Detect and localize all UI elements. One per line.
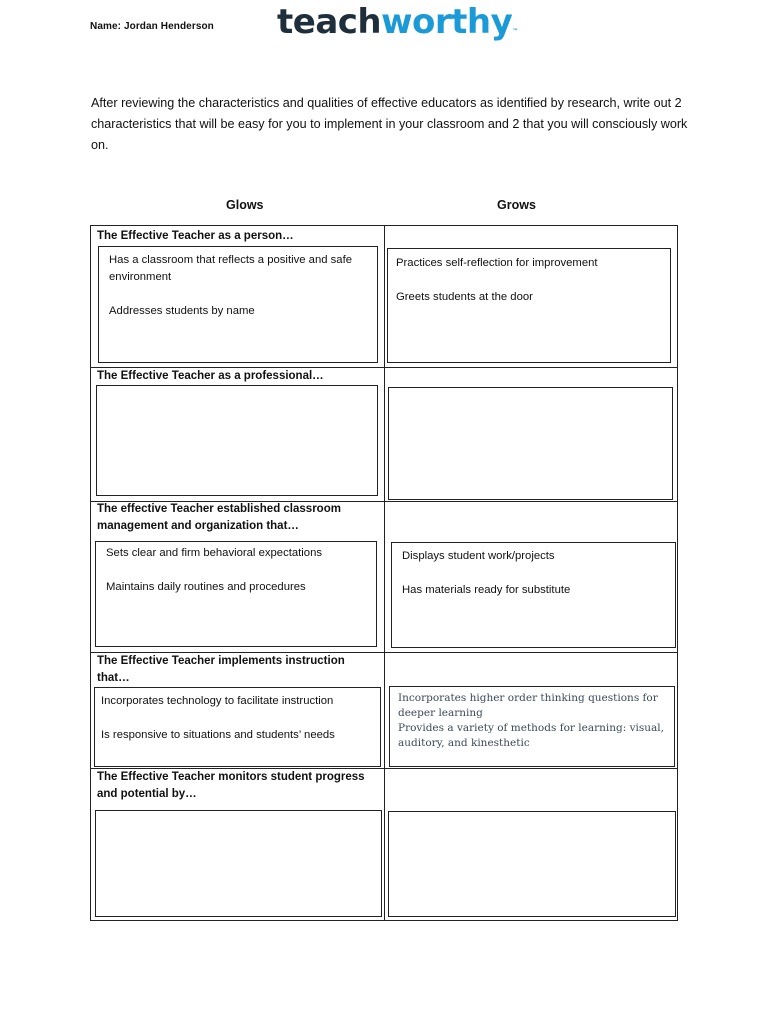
row-heading: The Effective Teacher as a professional… bbox=[97, 370, 324, 382]
glows-answer-box[interactable] bbox=[95, 810, 382, 917]
grows-answer-box[interactable] bbox=[391, 542, 676, 648]
teachworthy-logo bbox=[277, 0, 518, 44]
glows-answer-box[interactable] bbox=[94, 687, 381, 767]
answer-text: Provides a variety of methods for learning: visual, auditory, and kinesthetic bbox=[398, 722, 664, 749]
grows-answer-box[interactable] bbox=[388, 811, 676, 917]
answer-text: Practices self-reflection for improvement bbox=[396, 257, 598, 269]
row-heading: The effective Teacher established classroom management and organization that… bbox=[97, 503, 341, 532]
answer-text: Is responsive to situations and students’ needs bbox=[101, 729, 335, 741]
row-heading: The Effective Teacher monitors student progress and potential by… bbox=[97, 771, 365, 800]
answer-text: Addresses students by name bbox=[109, 305, 255, 317]
column-heading-glows: Glows bbox=[226, 198, 264, 212]
answer-text: Maintains daily routines and procedures bbox=[106, 581, 306, 593]
student-name: Name: Jordan Henderson bbox=[90, 21, 214, 32]
answer-text: Has a classroom that reflects a positive and safe environment bbox=[109, 254, 352, 283]
grows-answer-box[interactable] bbox=[388, 387, 673, 500]
instructions-text: After reviewing the characteristics and qualities of effective educators as identified by research, write out 2 characteristics that will be easy for you to implement in your classroom and 2 that you will consciously work on. bbox=[91, 96, 688, 152]
answer-text: Greets students at the door bbox=[396, 291, 533, 303]
answer-text: Incorporates higher order thinking questions for deeper learning bbox=[398, 692, 658, 719]
grows-answer-box[interactable] bbox=[387, 248, 671, 363]
glows-grows-table bbox=[90, 225, 678, 921]
logo-trademark: ™ bbox=[512, 28, 518, 35]
answer-text: Incorporates technology to facilitate instruction bbox=[101, 695, 334, 707]
answer-text: Sets clear and firm behavioral expectations bbox=[106, 547, 323, 559]
logo-text-worthy: worthy bbox=[381, 2, 513, 42]
answer-text: Has materials ready for substitute bbox=[402, 584, 571, 596]
row-heading: The Effective Teacher as a person… bbox=[97, 230, 294, 242]
glows-answer-box[interactable] bbox=[98, 246, 378, 363]
answer-text: Displays student work/projects bbox=[402, 550, 555, 562]
logo-text-teach: teach bbox=[277, 2, 382, 42]
row-heading: The Effective Teacher implements instruction that… bbox=[97, 655, 345, 684]
glows-answer-box[interactable] bbox=[96, 385, 378, 496]
grows-answer-box[interactable] bbox=[389, 686, 675, 767]
column-heading-grows: Grows bbox=[497, 198, 536, 212]
glows-answer-box[interactable] bbox=[95, 541, 377, 647]
